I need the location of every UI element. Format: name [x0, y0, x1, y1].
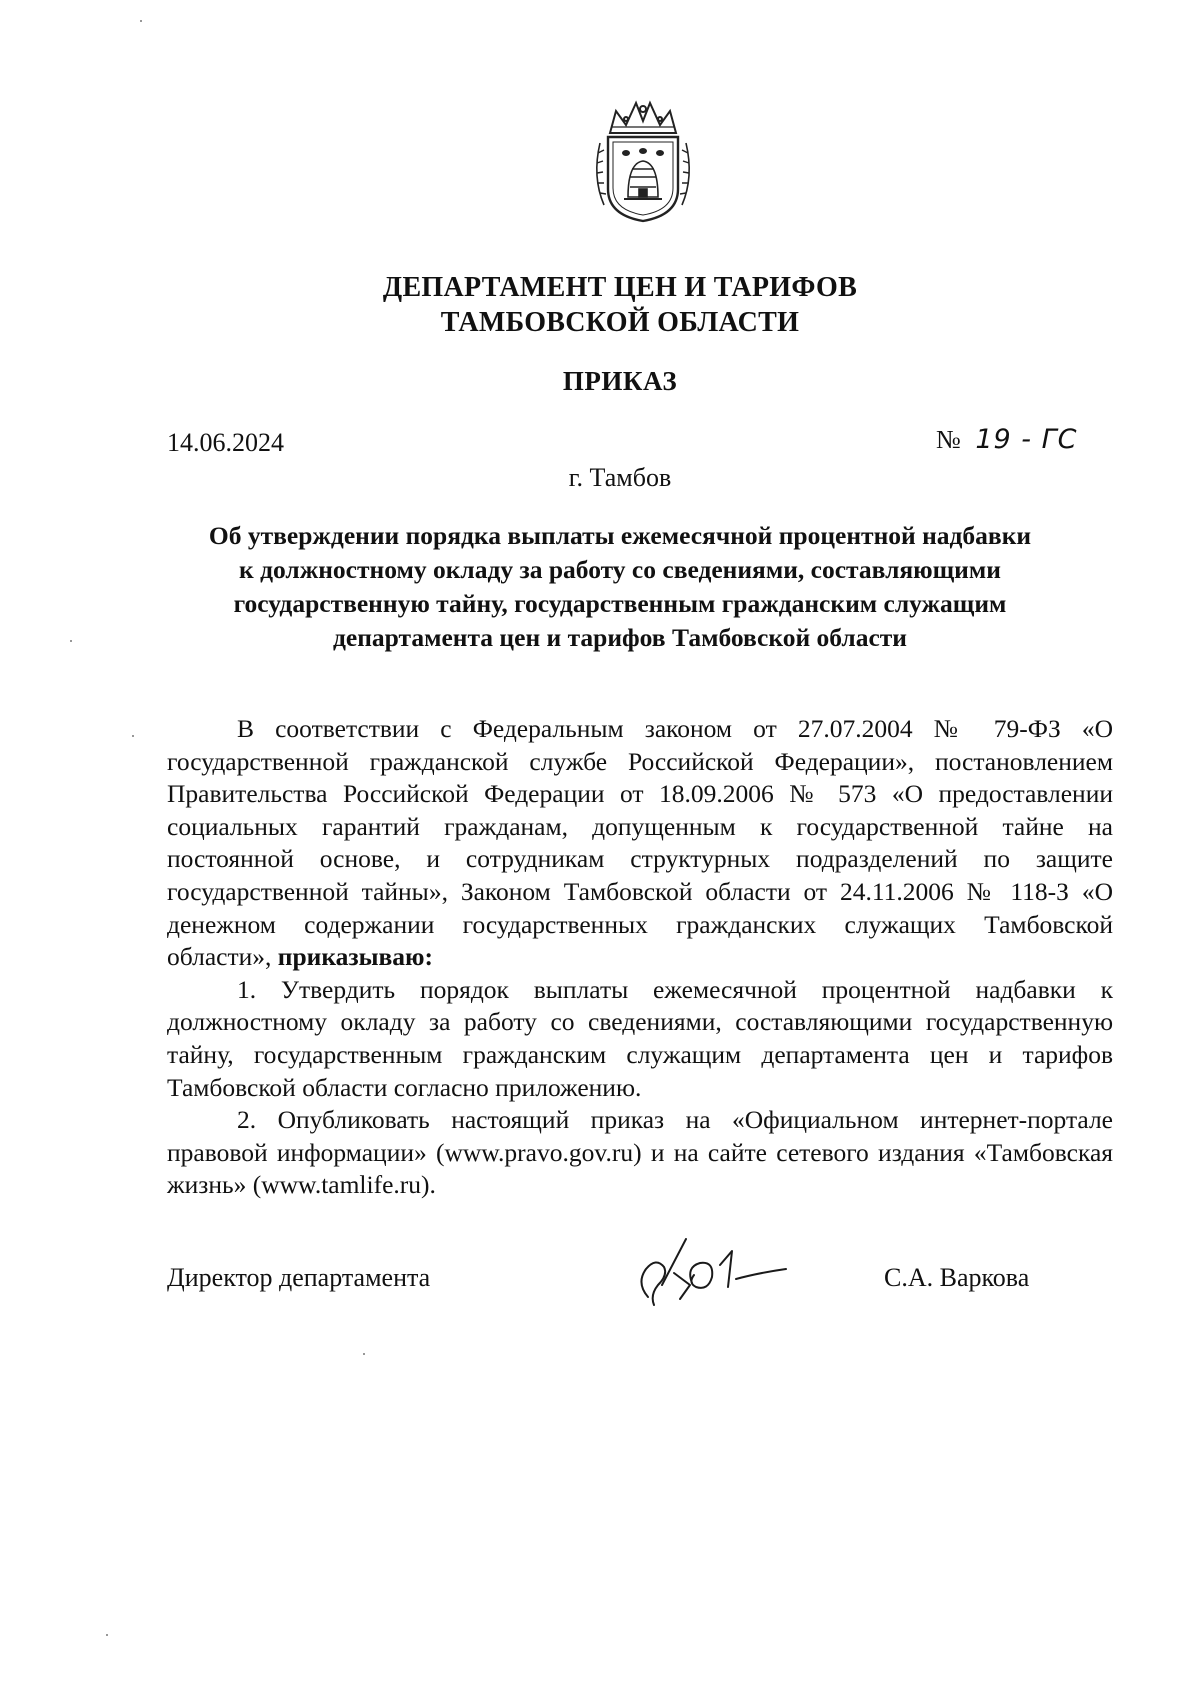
scan-speck — [140, 20, 142, 22]
coat-of-arms-icon — [590, 97, 696, 225]
scan-speck — [70, 640, 72, 642]
handwritten-number: 19 - ГС — [975, 424, 1078, 455]
scan-speck — [132, 735, 134, 737]
order-item-2: 2. Опубликовать настоящий приказ на «Официальном интернет-портале правовой информации» (www.pravo.gov.ru) и на сайте сетевого издания «Тамбовская жизнь» (www.tamlife.ru). — [167, 1105, 1113, 1200]
title-line: государственную тайну, государственным гражданским служащим — [233, 589, 1007, 618]
document-number — [936, 424, 1077, 455]
number-sign: № — [936, 425, 961, 454]
organization-name-line-2: ТАМБОВСКОЙ ОБЛАСТИ — [440, 307, 800, 338]
city: г. Тамбов — [568, 463, 672, 492]
order-item-1: 1. Утвердить порядок выплаты ежемесячной процентной надбавки к должностному окладу за работу со сведениями, составляющими государственную тайну, государственным гражданским служащим департамента цен и тарифов Тамбовской области согласно приложению. — [167, 974, 1113, 1102]
title-line: к должностному окладу за работу со сведениями, составляющими — [239, 555, 1001, 584]
document-type: ПРИКАЗ — [562, 366, 678, 396]
title-line: Об утверждении порядка выплаты ежемесячной процентной надбавки — [208, 521, 1032, 550]
signatory-position: Директор департамента — [167, 1263, 431, 1292]
order-word: приказываю: — [277, 942, 434, 972]
preamble-paragraph — [167, 713, 1113, 974]
preamble-text: В соответствии с Федеральным законом от 27.07.2004 № 79-ФЗ «О государственной гражданской службе Российской Федерации», постановлением Правительства Российской Федерации от 18.09.2006 № 573 «О предоставлении социальных гарантий гражданам, допущенным к государственной тайне на постоянной основе, и сотрудникам структурных подразделений по защите государственной тайны», Законом Тамбовской области от 24.11.2006 № 118-З «О денежном содержании государственных гражданских служащих Тамбовской области», — [167, 714, 1113, 972]
document-title — [160, 519, 1080, 655]
document-date: 14.06.2024 — [167, 428, 284, 457]
organization-name-line-1: ДЕПАРТАМЕНТ ЦЕН И ТАРИФОВ — [382, 272, 858, 303]
title-line: департамента цен и тарифов Тамбовской области — [333, 623, 907, 652]
signatory-name: С.А. Варкова — [884, 1263, 1030, 1292]
scan-speck — [106, 1634, 108, 1636]
document-body — [167, 713, 1113, 1202]
scan-speck — [363, 1353, 365, 1355]
handwritten-signature-icon — [628, 1225, 798, 1320]
